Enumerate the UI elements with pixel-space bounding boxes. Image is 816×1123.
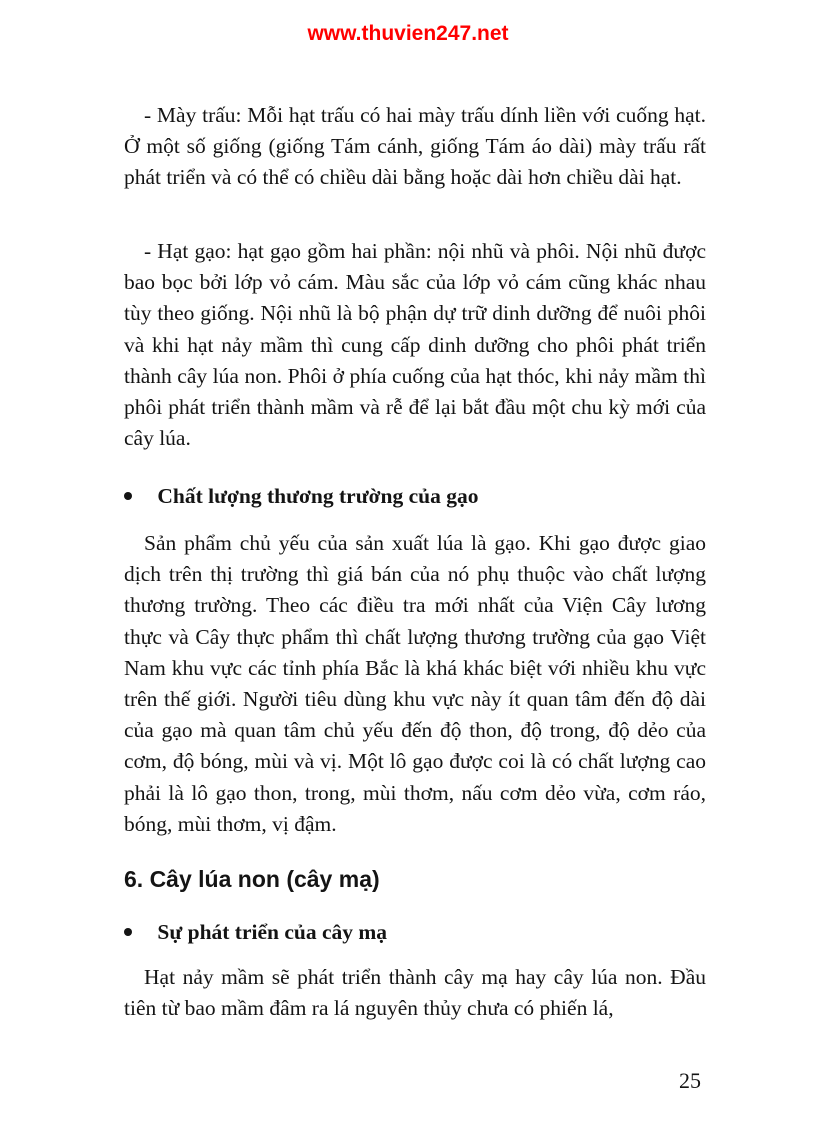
paragraph-may-trau: - Mày trấu: Mỗi hạt trấu có hai mày trấu dính liền với cuống hạt. Ở một số giống (giống Tám cánh, giống Tám áo dài) mày trấu rất phát triển và có thể có chiều dài bằng hoặc dài hơn chiều dài hạt. xyxy=(124,103,706,190)
paragraph-phat-trien: Hạt nảy mầm sẽ phát triển thành cây mạ hay cây lúa non. Đầu tiên từ bao mầm đâm ra lá nguyên thủy chưa có phiến lá, xyxy=(124,965,706,1021)
subheading-chat-luong-text: Chất lượng thương trường của gạo xyxy=(157,484,479,508)
site-url-link[interactable]: www.thuvien247.net xyxy=(307,22,509,45)
subheading-su-phat-trien-text: Sự phát triển của cây mạ xyxy=(157,920,388,944)
paragraph-chat-luong: Sản phẩm chủ yếu của sản xuất lúa là gạo. Khi gạo được giao dịch trên thị trường thì giá bán của nó phụ thuộc vào chất lượng thương trường. Theo các điều tra mới nhất của Viện Cây lương thực và Cây thực phẩm thì chất lượng thương trường của gạo Việt Nam khu vực các tỉnh phía Bắc là khá khác biệt với nhiều khu vực trên thế giới. Người tiêu dùng khu vực này ít quan tâm đến độ dài của gạo mà quan tâm chủ yếu đến độ thon, độ trong, độ dẻo của cơm, độ bóng, mùi và vị. Một lô gạo được coi là có chất lượng cao phải là lô gạo thon, trong, mùi thơm, nấu cơm dẻo vừa, cơm ráo, bóng, mùi thơm, vị đậm. xyxy=(124,531,706,836)
page-number: 25 xyxy=(679,1068,701,1093)
bullet-icon xyxy=(124,920,138,934)
section-title-6: 6. Cây lúa non (cây mạ) xyxy=(124,866,380,892)
bullet-icon xyxy=(124,484,138,498)
paragraph-hat-gao: - Hạt gạo: hạt gạo gồm hai phần: nội nhũ và phôi. Nội nhũ được bao bọc bởi lớp vỏ cám. Màu sắc của lớp vỏ cám cũng khác nhau tùy theo giống. Nội nhũ là bộ phận dự trữ dinh dưỡng để nuôi phôi và khi hạt nảy mầm thì cung cấp dinh dưỡng cho phôi phát triển thành cây lúa non. Phôi ở phía cuống của hạt thóc, khi nảy mầm thì phôi phát triển thành mầm và rễ để lại bắt đầu một chu kỳ mới của cây lúa. xyxy=(124,239,706,451)
subheading-chat-luong xyxy=(124,484,706,509)
subheading-su-phat-trien xyxy=(124,920,706,945)
